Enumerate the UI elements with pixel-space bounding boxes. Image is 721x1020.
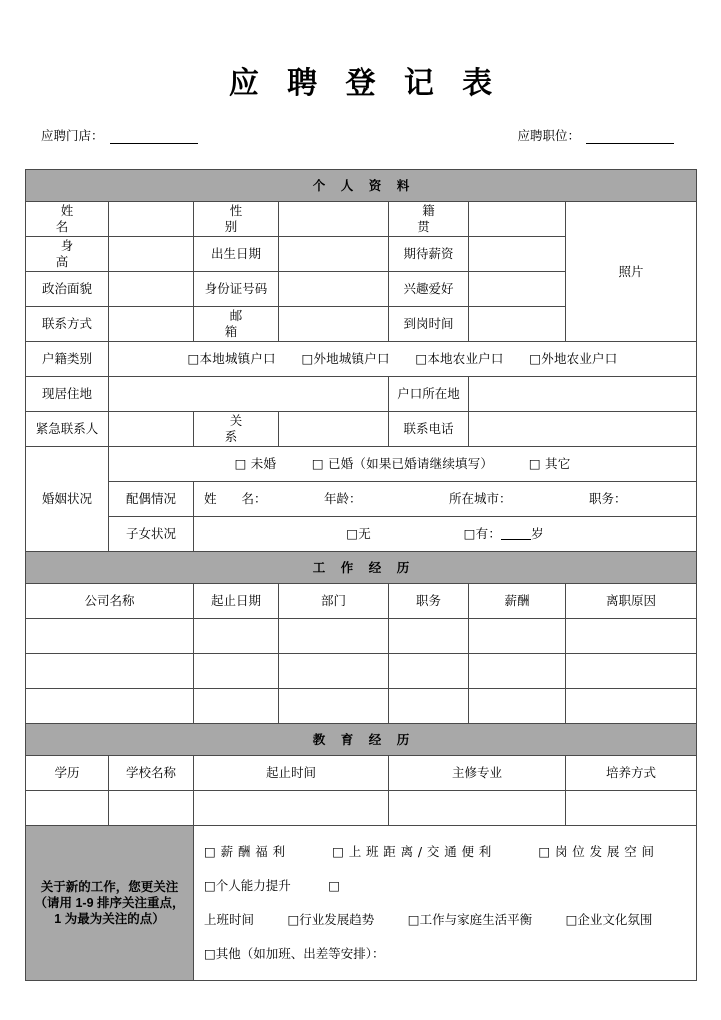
- work-cell-company[interactable]: [26, 654, 194, 689]
- table-row: [26, 202, 697, 237]
- work-header-row: [26, 584, 697, 619]
- focus-option-commute[interactable]: □上班距离/交通便利: [332, 844, 497, 859]
- personal-band-title: 个 人 资 料: [26, 170, 697, 202]
- political-status-value[interactable]: [109, 272, 194, 307]
- work-col-salary: 薪酬: [469, 584, 566, 619]
- children-status-options: [194, 517, 697, 552]
- id-number-label: 身份证号码: [194, 272, 279, 307]
- edu-col-mode: 培养方式: [566, 756, 697, 791]
- photo-placeholder[interactable]: 照片: [566, 202, 697, 342]
- focus-note-line-1: 关于新的工作，您更关注: [40, 880, 179, 894]
- work-cell-company[interactable]: [26, 619, 194, 654]
- children-status-label: 子女状况: [109, 517, 194, 552]
- work-col-department: 部门: [279, 584, 389, 619]
- edu-col-school: 学校名称: [109, 756, 194, 791]
- focus-option-work-hours-label[interactable]: 上班时间: [204, 912, 255, 927]
- education-header-row: [26, 756, 697, 791]
- focus-option-work-life-balance[interactable]: □工作与家庭生活平衡: [407, 912, 533, 927]
- current-residence-label: 现居住地: [26, 377, 109, 412]
- native-place-label: 籍 贯: [389, 202, 469, 237]
- spouse-city-field[interactable]: 所在城市：: [449, 492, 512, 506]
- spouse-fields: [194, 482, 697, 517]
- table-row: [26, 377, 697, 412]
- focus-option-company-culture[interactable]: □企业文化氛围: [565, 912, 653, 927]
- personal-band-row: [26, 170, 697, 202]
- work-cell-dates[interactable]: [194, 654, 279, 689]
- id-number-value[interactable]: [279, 272, 389, 307]
- focus-options-line-3: [204, 937, 688, 971]
- work-cell-position[interactable]: [389, 689, 469, 724]
- hukou-location-value[interactable]: [469, 377, 697, 412]
- focus-option-salary-benefits[interactable]: □薪酬福利: [204, 844, 290, 859]
- focus-note-label: [26, 826, 194, 981]
- table-row: [26, 619, 697, 654]
- political-status-label: 政治面貌: [26, 272, 109, 307]
- children-option-yes[interactable]: [464, 526, 544, 541]
- hukou-option-nonlocal-rural[interactable]: □外地农业户口: [529, 351, 618, 366]
- children-option-none[interactable]: □无: [346, 526, 371, 541]
- applied-position-field[interactable]: [517, 126, 674, 144]
- work-cell-reason[interactable]: [566, 619, 697, 654]
- table-row: [26, 447, 697, 482]
- emergency-contact-value[interactable]: [109, 412, 194, 447]
- edu-cell-school[interactable]: [109, 791, 194, 826]
- start-date-value[interactable]: [469, 307, 566, 342]
- work-cell-position[interactable]: [389, 619, 469, 654]
- emergency-contact-label: 紧急联系人: [26, 412, 109, 447]
- work-cell-dates[interactable]: [194, 619, 279, 654]
- page-title: 应 聘 登 记 表: [228, 67, 503, 100]
- table-row: [26, 826, 697, 981]
- marital-option-single[interactable]: □ 未婚: [234, 456, 277, 471]
- focus-note-line-2: （请用 1-9 排序关注重点，: [34, 896, 185, 910]
- edu-cell-dates[interactable]: [194, 791, 389, 826]
- birthdate-value[interactable]: [279, 237, 389, 272]
- hukou-type-label: 户籍类别: [26, 342, 109, 377]
- hukou-option-local-rural[interactable]: □本地农业户口: [415, 351, 504, 366]
- email-label: 邮 箱: [194, 307, 279, 342]
- table-row: [26, 517, 697, 552]
- education-band-row: [26, 724, 697, 756]
- work-cell-reason[interactable]: [566, 654, 697, 689]
- edu-col-degree: 学历: [26, 756, 109, 791]
- marital-option-married[interactable]: □ 已婚（如果已婚请继续填写）: [311, 456, 494, 471]
- spouse-age-field[interactable]: 年龄：: [324, 492, 362, 506]
- emergency-phone-label: 联系电话: [389, 412, 469, 447]
- work-cell-salary[interactable]: [469, 689, 566, 724]
- applied-store-field[interactable]: [41, 126, 198, 144]
- work-cell-dates[interactable]: [194, 689, 279, 724]
- work-band-row: [26, 552, 697, 584]
- hukou-option-nonlocal-urban[interactable]: □外地城镇户口: [301, 351, 390, 366]
- spouse-info-label: 配偶情况: [109, 482, 194, 517]
- contact-value[interactable]: [109, 307, 194, 342]
- gender-label: 性 别: [194, 202, 279, 237]
- hukou-option-local-urban[interactable]: □本地城镇户口: [187, 351, 276, 366]
- work-col-reason: 离职原因: [566, 584, 697, 619]
- focus-option-work-hours-checkbox[interactable]: □: [328, 878, 341, 893]
- name-label: 姓 名: [26, 202, 109, 237]
- work-col-position: 职务: [389, 584, 469, 619]
- table-row: [26, 342, 697, 377]
- edu-cell-degree[interactable]: [26, 791, 109, 826]
- hobbies-value[interactable]: [469, 272, 566, 307]
- focus-option-career-growth[interactable]: □岗位发展空间: [538, 844, 654, 859]
- focus-note-line-3: 1 为最为关注的点）: [54, 912, 165, 926]
- birthdate-label: 出生日期: [194, 237, 279, 272]
- work-cell-department[interactable]: [279, 689, 389, 724]
- spouse-name-field[interactable]: 姓 名：: [204, 492, 267, 506]
- table-row: [26, 791, 697, 826]
- work-cell-salary[interactable]: [469, 654, 566, 689]
- emergency-phone-value[interactable]: [469, 412, 697, 447]
- marital-status-label: 婚姻状况: [26, 447, 109, 552]
- spouse-position-field[interactable]: 职务：: [589, 492, 627, 506]
- hukou-location-label: 户口所在地: [389, 377, 469, 412]
- contact-label: 联系方式: [26, 307, 109, 342]
- education-band-title: 教 育 经 历: [26, 724, 697, 756]
- edu-cell-mode[interactable]: [566, 791, 697, 826]
- focus-option-personal-development[interactable]: □个人能力提升: [204, 878, 291, 893]
- focus-options: [194, 826, 697, 981]
- table-row: [26, 412, 697, 447]
- work-col-dates: 起止日期: [194, 584, 279, 619]
- height-label: 身 高: [26, 237, 109, 272]
- expected-salary-value[interactable]: [469, 237, 566, 272]
- table-row: [26, 654, 697, 689]
- work-cell-department[interactable]: [279, 654, 389, 689]
- children-age-input[interactable]: [501, 527, 531, 540]
- work-cell-company[interactable]: [26, 689, 194, 724]
- hukou-type-options: [109, 342, 697, 377]
- work-cell-position[interactable]: [389, 654, 469, 689]
- table-row: [26, 689, 697, 724]
- table-row: [26, 482, 697, 517]
- applied-store-label: 应聘门店：: [41, 129, 104, 143]
- start-date-label: 到岗时间: [389, 307, 469, 342]
- children-option-yes-suffix: 岁: [531, 526, 544, 541]
- current-residence-value[interactable]: [109, 377, 389, 412]
- edu-col-dates: 起止时间: [194, 756, 389, 791]
- work-cell-salary[interactable]: [469, 619, 566, 654]
- focus-option-other[interactable]: □其他（如加班、出差等安排）：: [204, 946, 385, 961]
- work-band-title: 工 作 经 历: [26, 552, 697, 584]
- emergency-relation-label: 关 系: [194, 412, 279, 447]
- header-fields: [25, 126, 696, 144]
- edu-cell-major[interactable]: [389, 791, 566, 826]
- work-cell-reason[interactable]: [566, 689, 697, 724]
- applied-position-input[interactable]: [586, 130, 674, 144]
- marital-option-other[interactable]: □ 其它: [528, 456, 571, 471]
- focus-options-line-2: [204, 903, 688, 937]
- edu-col-major: 主修专业: [389, 756, 566, 791]
- applied-store-input[interactable]: [110, 130, 198, 144]
- focus-option-industry-trend[interactable]: □行业发展趋势: [287, 912, 375, 927]
- applied-position-label: 应聘职位：: [517, 129, 580, 143]
- work-col-company: 公司名称: [26, 584, 194, 619]
- work-cell-department[interactable]: [279, 619, 389, 654]
- expected-salary-label: 期待薪资: [389, 237, 469, 272]
- application-form-table: [25, 169, 697, 981]
- focus-options-line-1: [204, 835, 688, 903]
- marital-status-options: [109, 447, 697, 482]
- hobbies-label: 兴趣爱好: [389, 272, 469, 307]
- children-option-yes-prefix: □有：: [463, 526, 502, 541]
